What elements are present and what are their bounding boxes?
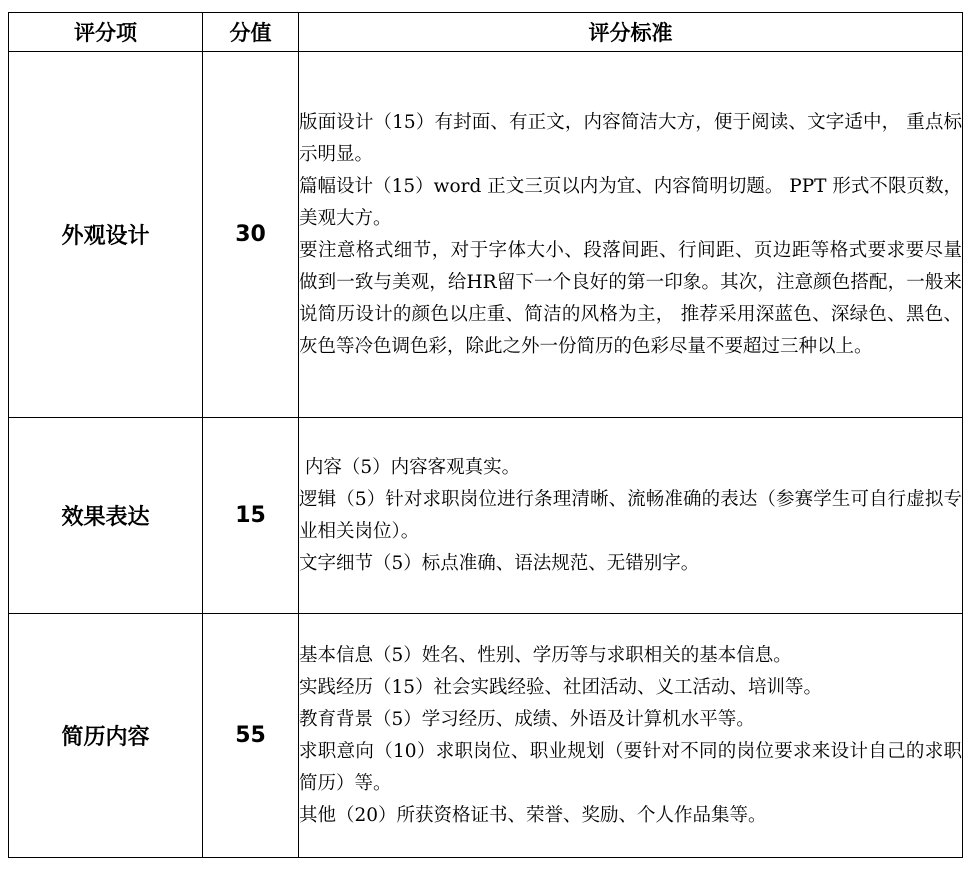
criteria-item: 内容（5）内容客观真实。 (299, 456, 521, 478)
criteria-item: 文字细节（5）标点准确、语法规范、无错别字。 (299, 552, 700, 574)
criteria-cell (299, 52, 963, 418)
score-cell: 55 (203, 614, 299, 858)
criteria-item: 其他（20）所获资格证书、荣誉、奖励、个人作品集等。 (299, 804, 767, 826)
table-row (9, 418, 963, 614)
criteria-item: 求职意向（10）求职岗位、职业规划（要针对不同的岗位要求来设计自己的求职简历）等。 (299, 740, 962, 794)
criteria-cell (299, 614, 963, 858)
category-cell: 简历内容 (9, 614, 203, 858)
criteria-item: 教育背景（5）学习经历、成绩、外语及计算机水平等。 (299, 708, 755, 730)
criteria-item: 版面设计（15）有封面、有正文，内容简洁大方，便于阅读、文字适中， 重点标示明显。 (299, 111, 962, 165)
header-item: 评分项 (9, 13, 203, 52)
criteria-item: 篇幅设计（15）word 正文三页以内为宜、内容简明切题。 PPT 形式不限页数，美观大方。 (299, 175, 962, 229)
table-header-row (9, 13, 963, 52)
table-row (9, 614, 963, 858)
score-cell: 15 (203, 418, 299, 614)
scoring-rubric-table (8, 12, 963, 858)
category-cell: 外观设计 (9, 52, 203, 418)
category-cell: 效果表达 (9, 418, 203, 614)
table-row (9, 52, 963, 418)
header-score: 分值 (203, 13, 299, 52)
criteria-item: 要注意格式细节，对于字体大小、段落间距、行间距、页边距等格式要求要尽量做到一致与美观，给HR留下一个良好的第一印象。其次，注意颜色搭配，一般来说简历设计的颜色以庄重、简洁的风格为主， 推荐采用深蓝色、深绿色、黑色、灰色等冷色调色彩，除此之外一份简历的色彩尽量不要超过三种以上。 (299, 239, 962, 357)
criteria-item: 基本信息（5）姓名、性别、学历等与求职相关的基本信息。 (299, 644, 792, 666)
criteria-cell (299, 418, 963, 614)
header-criteria: 评分标准 (299, 13, 963, 52)
score-cell: 30 (203, 52, 299, 418)
criteria-item: 逻辑（5）针对求职岗位进行条理清晰、流畅准确的表达（参赛学生可自行虚拟专业相关岗位）。 (299, 488, 962, 542)
criteria-item: 实践经历（15）社会实践经验、社团活动、义工活动、培训等。 (299, 676, 823, 698)
